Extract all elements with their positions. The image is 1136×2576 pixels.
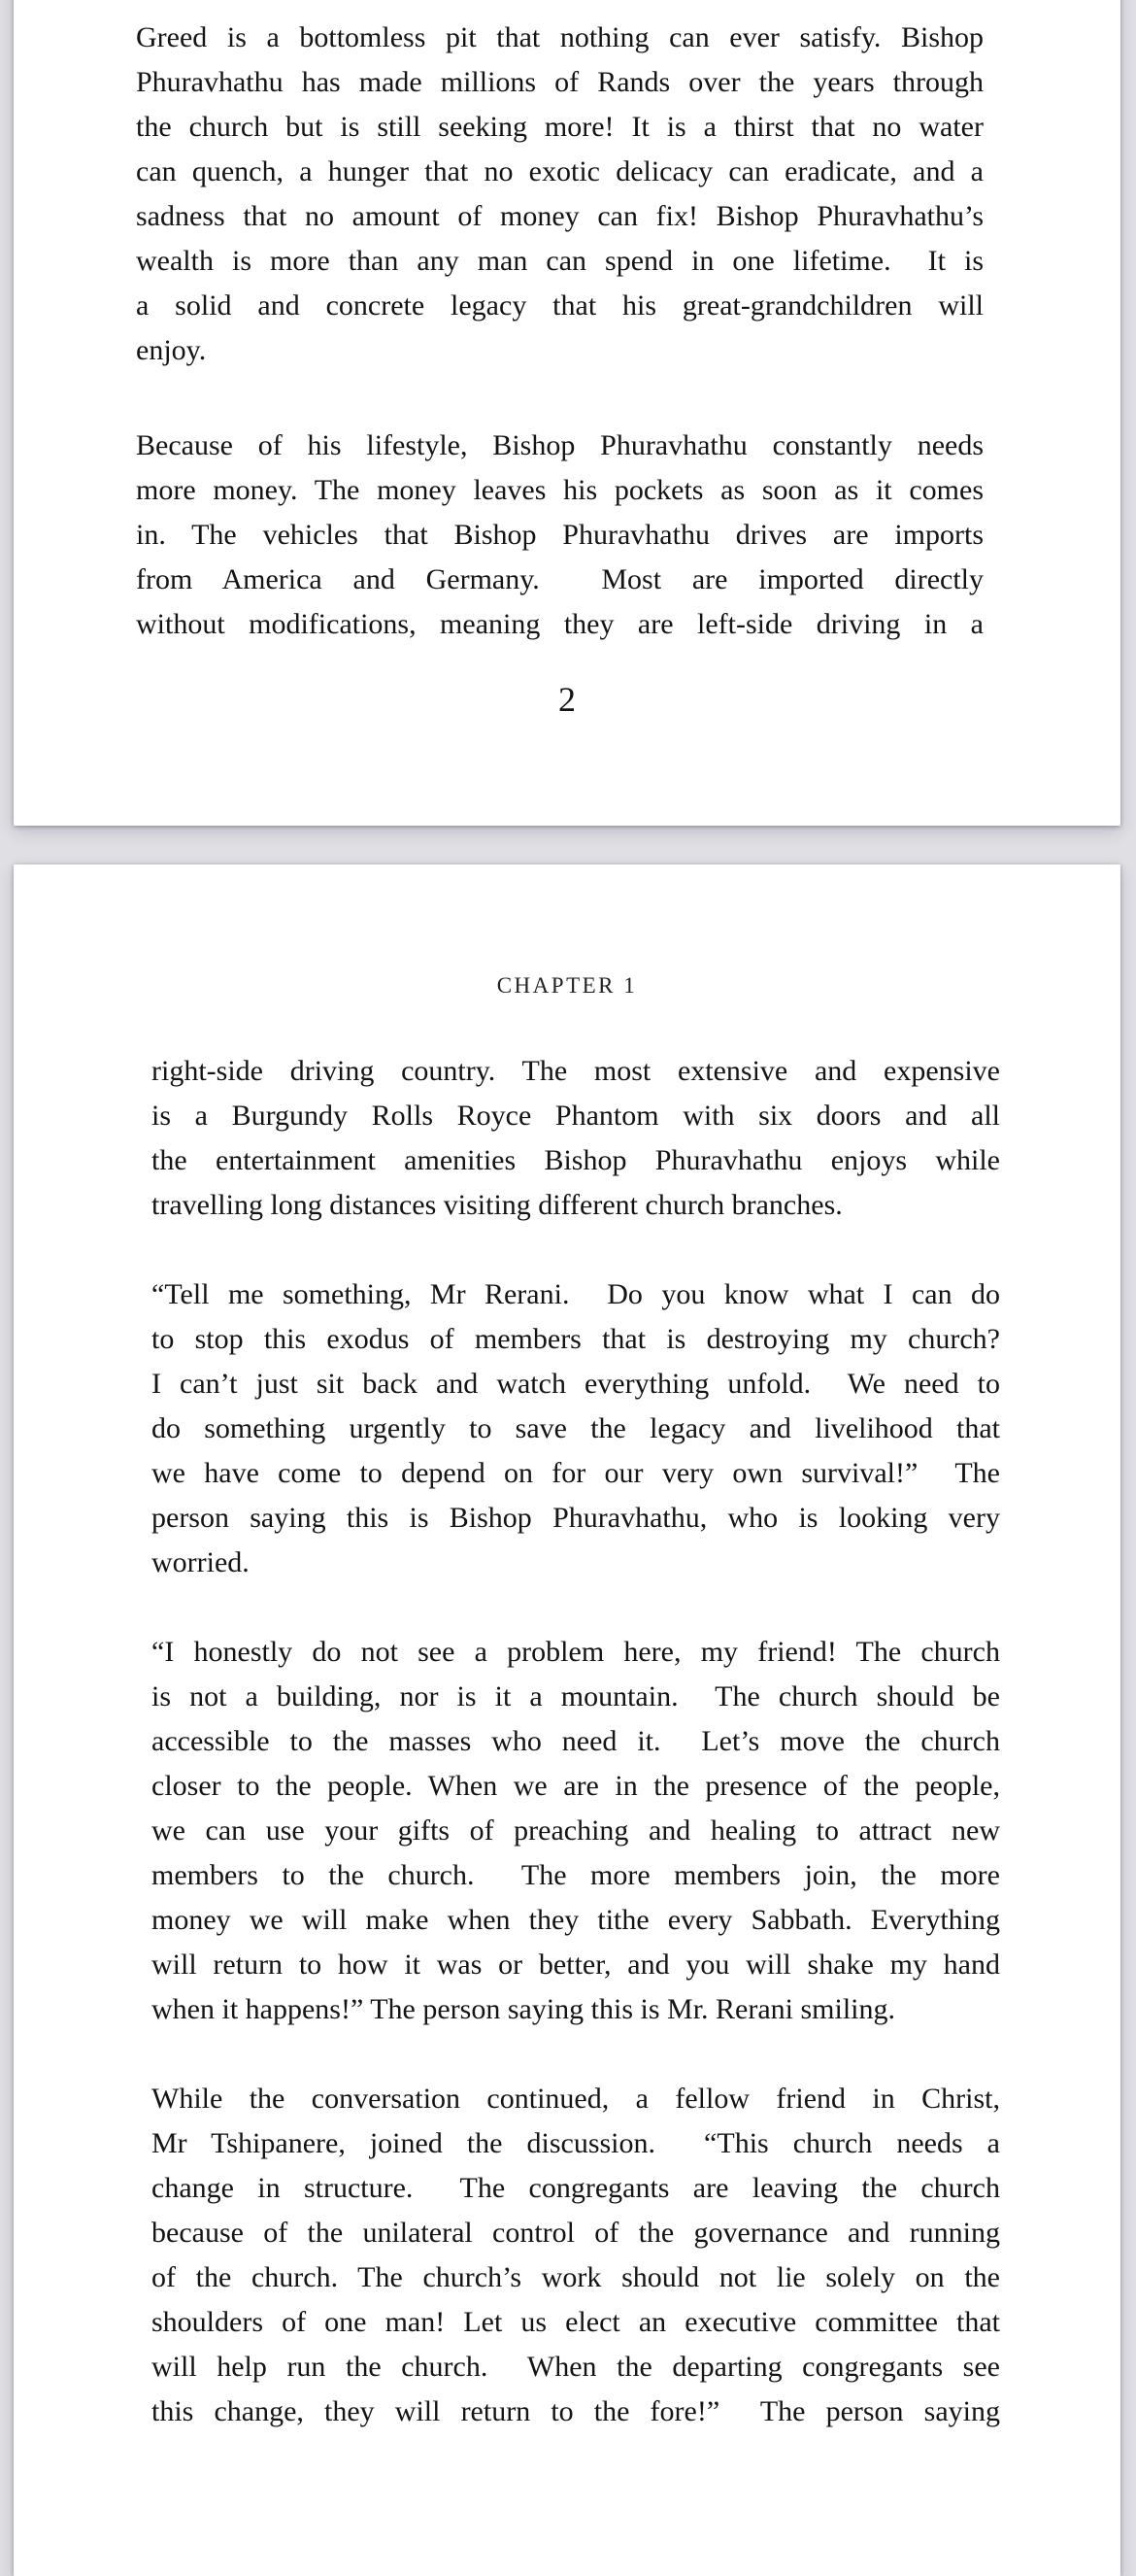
chapter-heading: CHAPTER 1 — [496, 973, 638, 998]
text-line: in. The vehicles that Bishop Phuravhathu drives are imports — [136, 519, 984, 551]
paragraph — [151, 1272, 1000, 1585]
text-line: we can use your gifts of preaching and healing to attract new — [151, 1814, 1000, 1847]
text-line: members to the church. The more members join, the more — [151, 1859, 1000, 1891]
text-line: from America and Germany. Most are imported directly — [136, 563, 984, 595]
text-line: is not a building, nor is it a mountain. The church should be — [151, 1680, 1000, 1712]
text-line: is a Burgundy Rolls Royce Phantom with six doors and all — [151, 1100, 1000, 1132]
text-line: travelling long distances visiting different church branches. — [151, 1189, 843, 1221]
text-line: more money. The money leaves his pockets as soon as it comes — [136, 474, 984, 506]
text-line: the entertainment amenities Bishop Phuravhathu enjoys while — [151, 1144, 1000, 1176]
page-text-block — [136, 16, 984, 647]
paragraph — [136, 424, 984, 647]
text-line: the church but is still seeking more! It is a thirst that no water — [136, 111, 984, 143]
text-line: will help run the church. When the departing congregants see — [151, 2351, 1000, 2383]
text-line: because of the unilateral control of the governance and running — [151, 2217, 1000, 2249]
text-line: can quench, a hunger that no exotic delicacy can eradicate, and a — [136, 155, 984, 187]
text-line: a solid and concrete legacy that his great-grandchildren will — [136, 289, 984, 322]
text-line: “Tell me something, Mr Rerani. Do you know what I can do — [151, 1278, 1000, 1310]
paragraph — [151, 1630, 1000, 2032]
text-line: will return to how it was or better, and you will shake my hand — [151, 1949, 1000, 1981]
text-line: without modifications, meaning they are left-side driving in a — [136, 608, 984, 640]
text-line: right-side driving country. The most extensive and expensive — [151, 1055, 1000, 1087]
page-text-block — [151, 1049, 1000, 2434]
text-line: wealth is more than any man can spend in one lifetime. It is — [136, 245, 984, 277]
paragraph — [151, 2077, 1000, 2434]
text-line: change in structure. The congregants are leaving the church — [151, 2172, 1000, 2204]
page-number: 2 — [558, 680, 576, 719]
text-line: “I honestly do not see a problem here, my friend! The church — [151, 1636, 1000, 1668]
book-page-recto[interactable] — [14, 864, 1120, 2576]
text-line: of the church. The church’s work should not lie solely on the — [151, 2261, 1000, 2293]
text-line: Mr Tshipanere, joined the discussion. “This church needs a — [151, 2127, 1000, 2159]
text-line: While the conversation continued, a fellow friend in Christ, — [151, 2083, 1000, 2115]
paragraph — [151, 1049, 1000, 1228]
text-line: I can’t just sit back and watch everything unfold. We need to — [151, 1368, 1000, 1400]
text-line: money we will make when they tithe every Sabbath. Everything — [151, 1904, 1000, 1936]
text-line: Phuravhathu has made millions of Rands over the years through — [136, 66, 984, 98]
text-line: worried. — [151, 1546, 250, 1578]
text-line: to stop this exodus of members that is destroying my church? — [151, 1323, 1000, 1355]
text-line: when it happens!” The person saying this is Mr. Rerani smiling. — [151, 1993, 896, 2025]
text-line: shoulders of one man! Let us elect an executive committee that — [151, 2306, 1000, 2338]
text-line: closer to the people. When we are in the presence of the people, — [151, 1770, 1000, 1802]
book-page-verso[interactable] — [14, 0, 1120, 826]
text-line: this change, they will return to the fore!” The person saying — [151, 2395, 1000, 2427]
text-line: Greed is a bottomless pit that nothing can ever satisfy. Bishop — [136, 21, 984, 53]
text-line: do something urgently to save the legacy and livelihood that — [151, 1412, 1000, 1444]
text-line: sadness that no amount of money can fix! Bishop Phuravhathu’s — [136, 200, 984, 232]
text-line: accessible to the masses who need it. Let’s move the church — [151, 1725, 1000, 1757]
text-line: we have come to depend on for our very own survival!” The — [151, 1457, 1000, 1489]
text-line: Because of his lifestyle, Bishop Phuravhathu constantly needs — [136, 429, 984, 461]
text-line: person saying this is Bishop Phuravhathu, who is looking very — [151, 1502, 1000, 1534]
text-line: enjoy. — [136, 334, 207, 366]
paragraph — [136, 16, 984, 373]
